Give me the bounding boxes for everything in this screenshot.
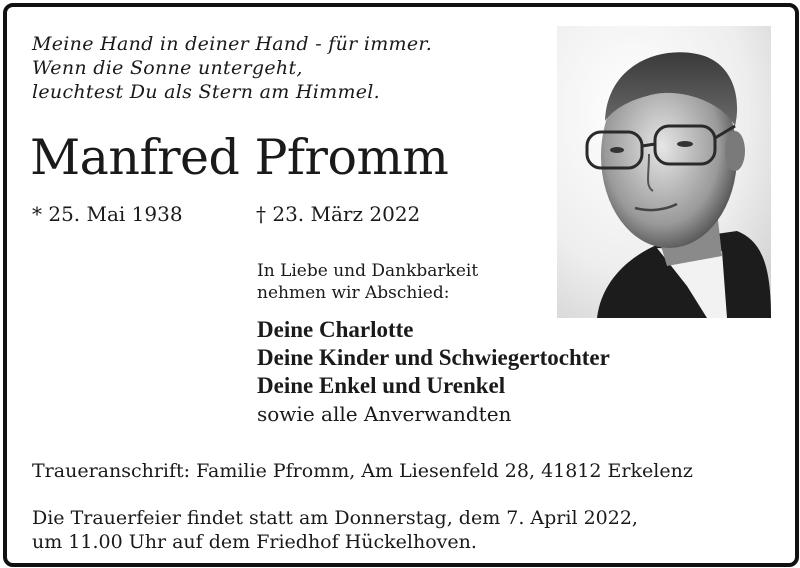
birth-date: * 25. Mai 1938 — [32, 202, 183, 226]
mourner-line: Deine Kinder und Schwiegertochter — [257, 345, 610, 370]
death-date: † 23. März 2022 — [256, 202, 421, 226]
portrait-photo — [557, 26, 771, 318]
deceased-name: Manfred Pfromm — [30, 129, 449, 186]
relatives-line: sowie alle Anverwandten — [257, 402, 512, 426]
mourner-line: Deine Enkel und Urenkel — [257, 373, 506, 398]
memorial-verse — [32, 32, 432, 104]
verse-line: Wenn die Sonne untergeht, — [32, 57, 303, 79]
mourning-address: Traueranschrift: Familie Pfromm, Am Liesenfeld 28, 41812 Erkelenz — [32, 460, 693, 482]
service-line: um 11.00 Uhr auf dem Friedhof Hückelhoven. — [32, 531, 477, 553]
verse-line: leuchtest Du als Stern am Himmel. — [32, 81, 381, 103]
farewell-line: In Liebe und Dankbarkeit — [257, 261, 479, 281]
mourners-list — [257, 316, 610, 428]
mourner-line: Deine Charlotte — [257, 317, 414, 342]
verse-line: Meine Hand in deiner Hand - für immer. — [32, 33, 433, 55]
service-line: Die Trauerfeier findet statt am Donnerstag, dem 7. April 2022, — [32, 507, 638, 529]
farewell-text — [257, 260, 478, 304]
farewell-line: nehmen wir Abschied: — [257, 283, 450, 303]
funeral-service-info — [32, 506, 638, 554]
portrait-image — [557, 26, 771, 318]
